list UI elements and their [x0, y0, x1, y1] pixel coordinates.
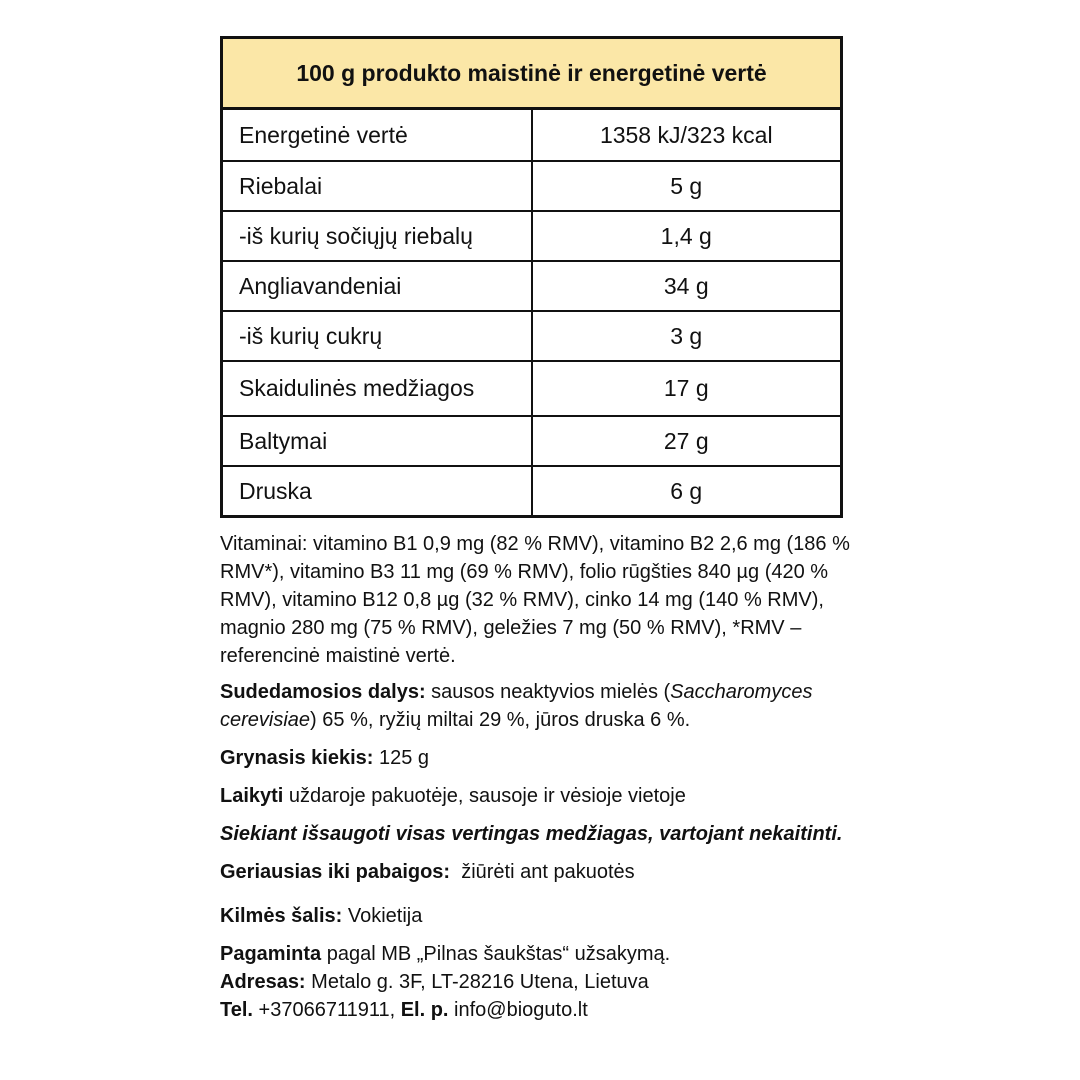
- table-row: [222, 416, 842, 466]
- nutrition-table-title: 100 g produkto maistinė ir energetinė vertė: [222, 38, 842, 109]
- tel-text: +37066711911,: [252, 999, 401, 1021]
- vitamins-text: Vitaminai: vitamino B1 0,9 mg (82 % RMV), vitamino B2 2,6 mg (186 % RMV*), vitamino B3 11 mg (69 % RMV), folio rūgšties 840 µg (420 % RMV), vitamino B12 0,8 µg (32 % RMV), cinko 14 mg (140 % RMV), magnio 280 mg (75 % RMV), geležies 7 mg (50 % RMV), *RMV – referencinė maistinė vertė.: [220, 533, 850, 667]
- ingredients-label: Sudedamosios dalys:: [220, 681, 426, 703]
- usage-advice: Siekiant išsaugoti visas vertingas medžiagas, vartojant nekaitinti.: [220, 823, 843, 845]
- label-panel: [220, 36, 850, 1024]
- product-info: [220, 530, 860, 1024]
- best-before-label: Geriausias iki pabaigos:: [220, 861, 451, 883]
- origin-value: Vokietija: [342, 905, 423, 927]
- ingredients-text-before: sausos neaktyvios mielės (: [425, 681, 671, 703]
- table-row: [222, 466, 842, 517]
- nutrient-name: Skaidulinės medžiagos: [222, 361, 532, 416]
- table-row: [222, 311, 842, 361]
- producer-label: Pagaminta: [220, 943, 322, 965]
- table-row: [222, 261, 842, 311]
- nutrition-table: [220, 36, 843, 518]
- table-row: [222, 109, 842, 162]
- storage-instructions: [220, 782, 860, 810]
- contact-line: [220, 996, 860, 1024]
- net-quantity-value: 125 g: [373, 747, 430, 769]
- ingredients-text: [220, 678, 860, 734]
- nutrient-value: 3 g: [532, 311, 842, 361]
- nutrient-value: 1358 kJ/323 kcal: [532, 109, 842, 162]
- nutrient-value: 34 g: [532, 261, 842, 311]
- nutrient-name: Baltymai: [222, 416, 532, 466]
- nutrient-value: 17 g: [532, 361, 842, 416]
- nutrition-table-header-row: [222, 38, 842, 109]
- nutrient-name: Riebalai: [222, 161, 532, 211]
- origin-label: Kilmės šalis:: [220, 905, 343, 927]
- nutrient-name: Energetinė vertė: [222, 109, 532, 162]
- producer-line: [220, 940, 860, 968]
- nutrient-name: Druska: [222, 466, 532, 517]
- tel-label: Tel.: [220, 999, 253, 1021]
- table-row: [222, 361, 842, 416]
- producer-text: pagal MB „Pilnas šaukštas“ užsakymą.: [321, 943, 671, 965]
- nutrient-value: 5 g: [532, 161, 842, 211]
- best-before: [220, 858, 860, 886]
- nutrient-value: 27 g: [532, 416, 842, 466]
- address-label: Adresas:: [220, 971, 306, 993]
- address-text: Metalo g. 3F, LT-28216 Utena, Lietuva: [305, 971, 649, 993]
- storage-text: uždaroje pakuotėje, sausoje ir vėsioje vietoje: [283, 785, 686, 807]
- ingredients-text-after: ) 65 %, ryžių miltai 29 %, jūros druska 6 %.: [310, 709, 691, 731]
- address-line: [220, 968, 860, 996]
- best-before-value: žiūrėti ant pakuotės: [450, 861, 635, 883]
- nutrient-value: 1,4 g: [532, 211, 842, 261]
- email-label: El. p.: [400, 999, 449, 1021]
- storage-label: Laikyti: [220, 785, 284, 807]
- table-row: [222, 211, 842, 261]
- net-quantity: [220, 744, 860, 772]
- nutrient-name: Angliavandeniai: [222, 261, 532, 311]
- producer-info: [220, 940, 860, 1024]
- nutrient-name: -iš kurių cukrų: [222, 311, 532, 361]
- email-text: info@bioguto.lt: [448, 999, 588, 1021]
- country-of-origin: [220, 902, 860, 930]
- nutrient-name: -iš kurių sočiųjų riebalų: [222, 211, 532, 261]
- table-row: [222, 161, 842, 211]
- ingredients-latin-name: Saccharomyces cerevisiae: [220, 681, 813, 731]
- net-quantity-label: Grynasis kiekis:: [220, 747, 374, 769]
- nutrient-value: 6 g: [532, 466, 842, 517]
